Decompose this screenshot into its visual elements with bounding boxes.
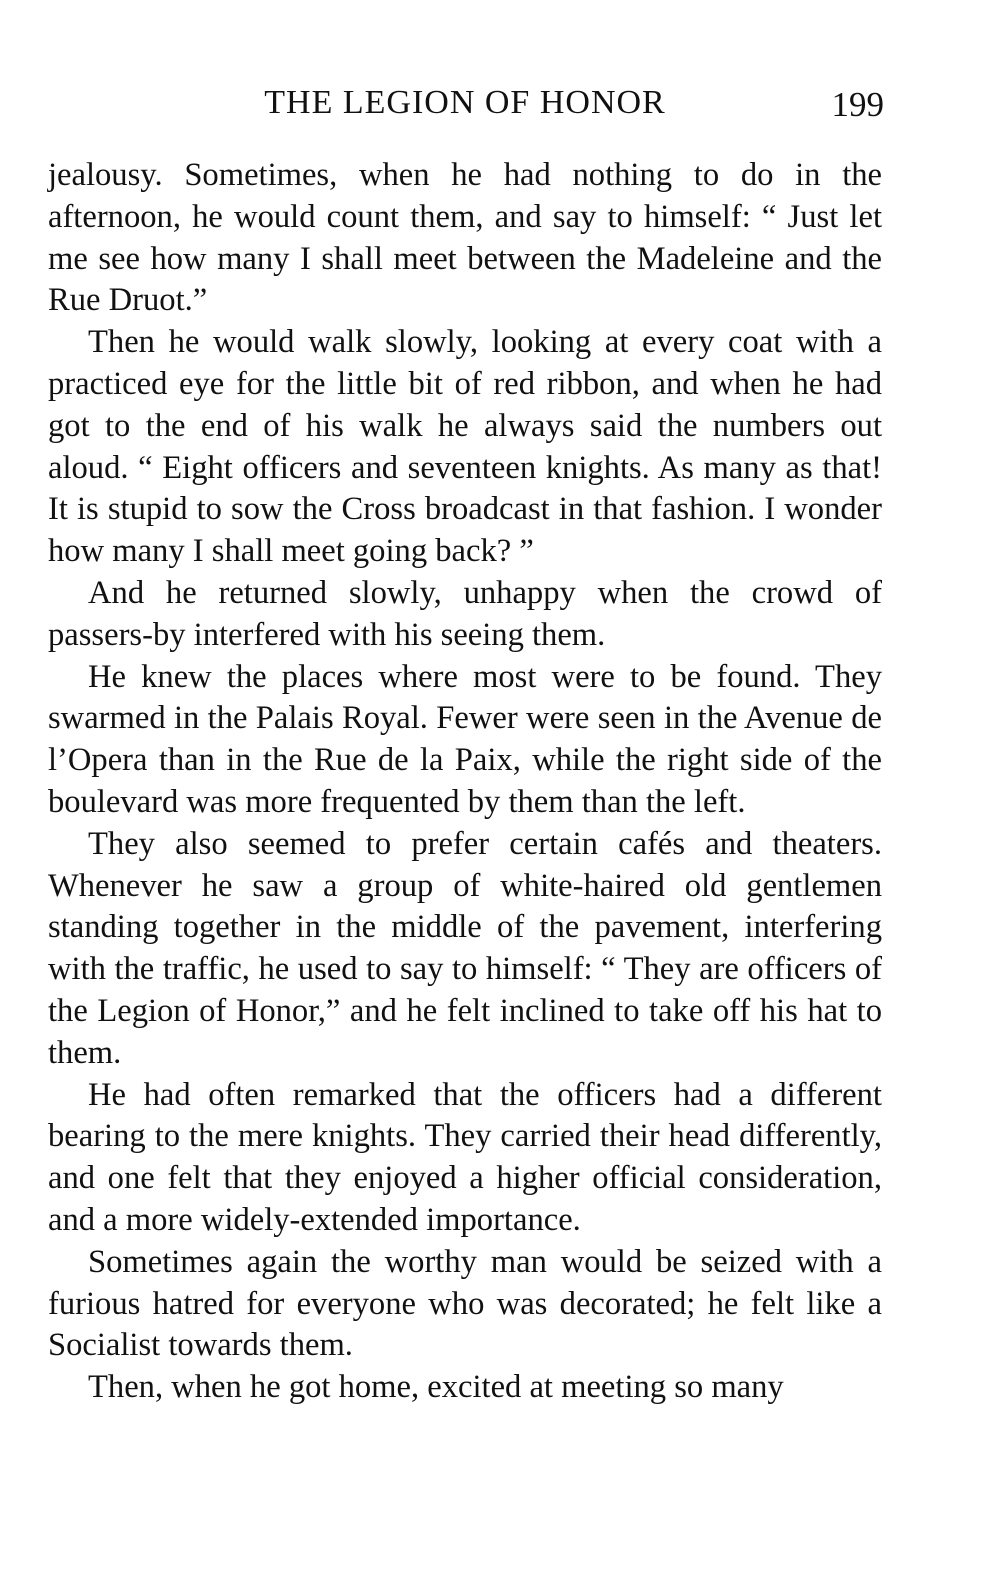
running-title: THE LEGION OF HONOR	[264, 84, 666, 121]
page-number: 199	[831, 85, 884, 124]
paragraph: Sometimes again the worthy man would be seized with a furious hatred for everyone who was decorated; he felt like a Socialist towards them.	[48, 1243, 882, 1364]
paragraph: Then he would walk slowly, looking at every coat with a practiced eye for the little bit of red ribbon, and when he had got to the end of his walk he always said the numbers out aloud. “ Eight officers and seventeen knights. As many as that! It is stupid to sow the Cross broadcast in that fashion. I wonder how many I shall meet going back? ”	[48, 324, 882, 570]
paragraph: He had often remarked that the officers had a different bearing to the mere knights. They carried their head differently, and one felt that they enjoyed a higher official consideration, and a more widely-extended importance.	[48, 1076, 882, 1238]
paragraph: They also seemed to prefer certain cafés and theaters. Whenever he saw a group of white-haired old gentlemen standing together in the middle of the pavement, interfering with the traffic, he used to say to himself: “ They are officers of the Legion of Honor,” and he felt inclined to take off his hat to them.	[48, 825, 882, 1071]
paragraph: And he returned slowly, unhappy when the crowd of passers-by interfered with his seeing them.	[48, 574, 882, 653]
page-body	[48, 155, 882, 1409]
paragraph-continued: jealousy. Sometimes, when he had nothing to do in the afternoon, he would count them, and say to himself: “ Just let me see how many I shall meet between the Madeleine and the Rue Druot.”	[48, 157, 882, 319]
paragraph: He knew the places where most were to be found. They swarmed in the Palais Royal. Fewer were seen in the Avenue de l’Opera than in the Rue de la Paix, while the right side of the boulevard was more frequented by them than the left.	[48, 658, 882, 820]
page-header	[48, 78, 882, 128]
paragraph-truncated: Then, when he got home, excited at meeting so many	[88, 1369, 784, 1406]
